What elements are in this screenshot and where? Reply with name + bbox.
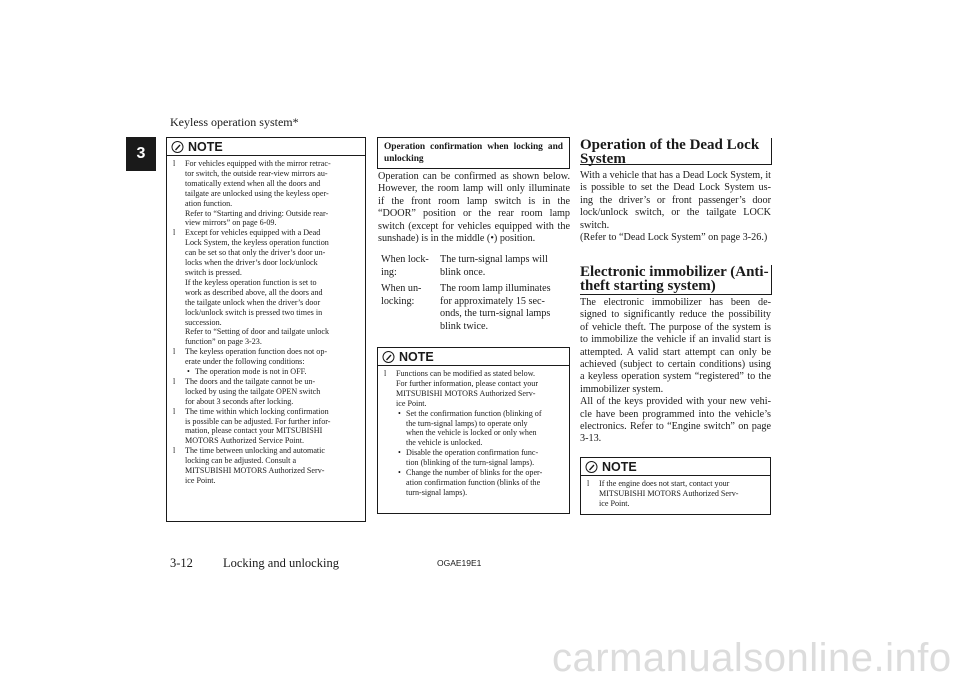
left-note-list — [167, 156, 365, 490]
bullet-icon: l — [173, 159, 176, 168]
note-sub-item — [396, 409, 563, 449]
note-sub-item — [396, 468, 563, 498]
definition-desc: The turn-signal lamps will blink once. — [440, 254, 548, 278]
note-item-text: If the engine does not start, contact your MITSUBISHI MOTORS Authorized Serv- ice Point. — [599, 479, 739, 508]
note-header — [581, 458, 770, 476]
operation-confirmation-intro: Operation can be confirmed as shown below. However, the room lamp will only illuminate if the front room lamp switch is in the “DOOR” position or the rear room lamp switch (except for vehicles equipped with the sunshade) is in the middle (•) position. — [378, 171, 570, 245]
middle-note-box — [377, 347, 570, 514]
running-header: Keyless operation system* — [170, 115, 299, 129]
watermark: carmanualsonline.info — [552, 636, 952, 680]
note-pencil-icon — [171, 141, 184, 153]
heading-electronic-immobilizer: Electronic immobilizer (Anti- theft starting system) — [580, 265, 772, 295]
note-pencil-icon — [382, 351, 395, 363]
note-item — [384, 369, 563, 498]
note-item — [173, 377, 359, 407]
sub-bullet-icon: • — [398, 448, 401, 458]
note-sub-item — [185, 367, 359, 377]
note-item — [173, 228, 359, 347]
sub-bullet-icon: • — [398, 468, 401, 478]
note-item — [173, 159, 359, 228]
sub-bullet-icon: • — [398, 408, 401, 418]
note-pencil-icon — [585, 461, 598, 473]
footer-section-title: Locking and unlocking — [223, 556, 339, 570]
note-item — [587, 479, 764, 509]
right-note-box — [580, 457, 771, 515]
subheading-operation-confirmation: Operation confirmation when locking and unlocking — [377, 137, 570, 169]
right-note-list — [581, 476, 770, 513]
definition-term: When lock- ing: — [381, 254, 429, 278]
page-number: 3-12 — [170, 556, 193, 570]
note-label: NOTE — [602, 459, 637, 474]
bullet-icon: l — [173, 446, 176, 456]
document-code: OGAE19E1 — [437, 558, 482, 568]
note-item-text: Except for vehicles equipped with a Dead Lock System, the keyless operation function can be set so that only the driver’s door un- locks when the driver’s door lock/unlock switch is pressed. If the keyless operation function is set to work as described above, all the doors and the tailgate unlock when the driver’s door lock/unlock switch is pressed two times in succession. Refer to “Setting of door and tailgate unlock function” on page 3-23. — [185, 228, 330, 347]
bullet-icon: l — [587, 479, 590, 488]
bullet-icon: l — [173, 406, 176, 416]
bullet-icon: l — [173, 228, 176, 238]
note-header — [378, 348, 569, 366]
note-sub-item — [396, 448, 563, 468]
bullet-icon: l — [173, 376, 176, 386]
definition-row-unlocking — [381, 283, 571, 339]
definition-row-locking — [381, 254, 571, 284]
note-item-text: Functions can be modified as stated below. For further information, please contact your MITSUBISHI MOTORS Authorized Serv- ice Point. — [396, 369, 539, 408]
sub-bullet-icon: • — [187, 367, 190, 377]
note-sub-list — [396, 409, 563, 498]
note-sub-list — [185, 367, 359, 377]
note-item-text: For vehicles equipped with the mirror retrac- tor switch, the outside rear-view mirrors au- tomatically extend when all the doors and tailgate are unlocked using the keyless oper- ation function. Refer to “Starting and driving: Outside rear- view mirrors” on page 6-09. — [185, 159, 331, 228]
note-sub-item-text: Disable the operation confirmation func- tion (blinking of the turn-signal lamps). — [406, 448, 539, 468]
definition-term: When un- locking: — [381, 283, 422, 307]
dead-lock-body: With a vehicle that has a Dead Lock System, it is possible to set the Dead Lock System us- ing the driver’s or front passenger’s door lock/unlock switch, or the tailgate LOCK switch. (Refer to “Dead Lock System” on page 3-26.) — [580, 170, 771, 244]
note-item-text: The time within which locking confirmation is possible can be adjusted. For further infor- mation, please contact your MITSUBISHI MOTORS Authorized Service Point. — [185, 406, 331, 446]
note-item — [173, 407, 359, 447]
note-sub-item-text: The operation mode is not in OFF. — [195, 367, 307, 377]
note-label: NOTE — [399, 349, 434, 364]
note-item — [173, 347, 359, 377]
definition-desc: The room lamp illuminates for approximately 15 sec- onds, the turn-signal lamps blink twice. — [440, 283, 551, 332]
note-item-text: The keyless operation function does not op- erate under the following conditions: — [185, 347, 328, 367]
chapter-tab: 3 — [126, 137, 156, 171]
note-sub-item-text: Set the confirmation function (blinking of the turn-signal lamps) to operate only when the vehicle is locked or only when the vehicle is unlocked. — [406, 408, 542, 448]
note-sub-item-text: Change the number of blinks for the oper- ation confirmation function (blinks of the turn-signal lamps). — [406, 468, 543, 497]
heading-dead-lock-system: Operation of the Dead Lock System — [580, 138, 772, 165]
bullet-icon: l — [173, 347, 176, 357]
left-note-box — [166, 137, 366, 522]
note-item — [173, 446, 359, 486]
note-header — [167, 138, 365, 156]
note-item-text: The doors and the tailgate cannot be un- locked by using the tailgate OPEN switch for about 3 seconds after locking. — [185, 376, 321, 406]
note-label: NOTE — [188, 139, 223, 154]
bullet-icon: l — [384, 369, 387, 378]
note-item-text: The time between unlocking and automatic locking can be adjusted. Consult a MITSUBISHI MOTORS Authorized Serv- ice Point. — [185, 446, 326, 485]
immobilizer-body: The electronic immobilizer has been de- signed to significantly reduce the possibility of vehicle theft. The purpose of the system is to immobilize the vehicle if an invalid start is attempted. A valid start attempt can only be achieved (subject to certain conditions) using a keyless operation system “registered” to the immobilizer system. All of the keys provided with your new vehi- cle have been programmed into the vehicle’s electronics. Refer to “Engine switch” on page 3-13. — [580, 297, 771, 445]
middle-note-list — [378, 366, 569, 502]
